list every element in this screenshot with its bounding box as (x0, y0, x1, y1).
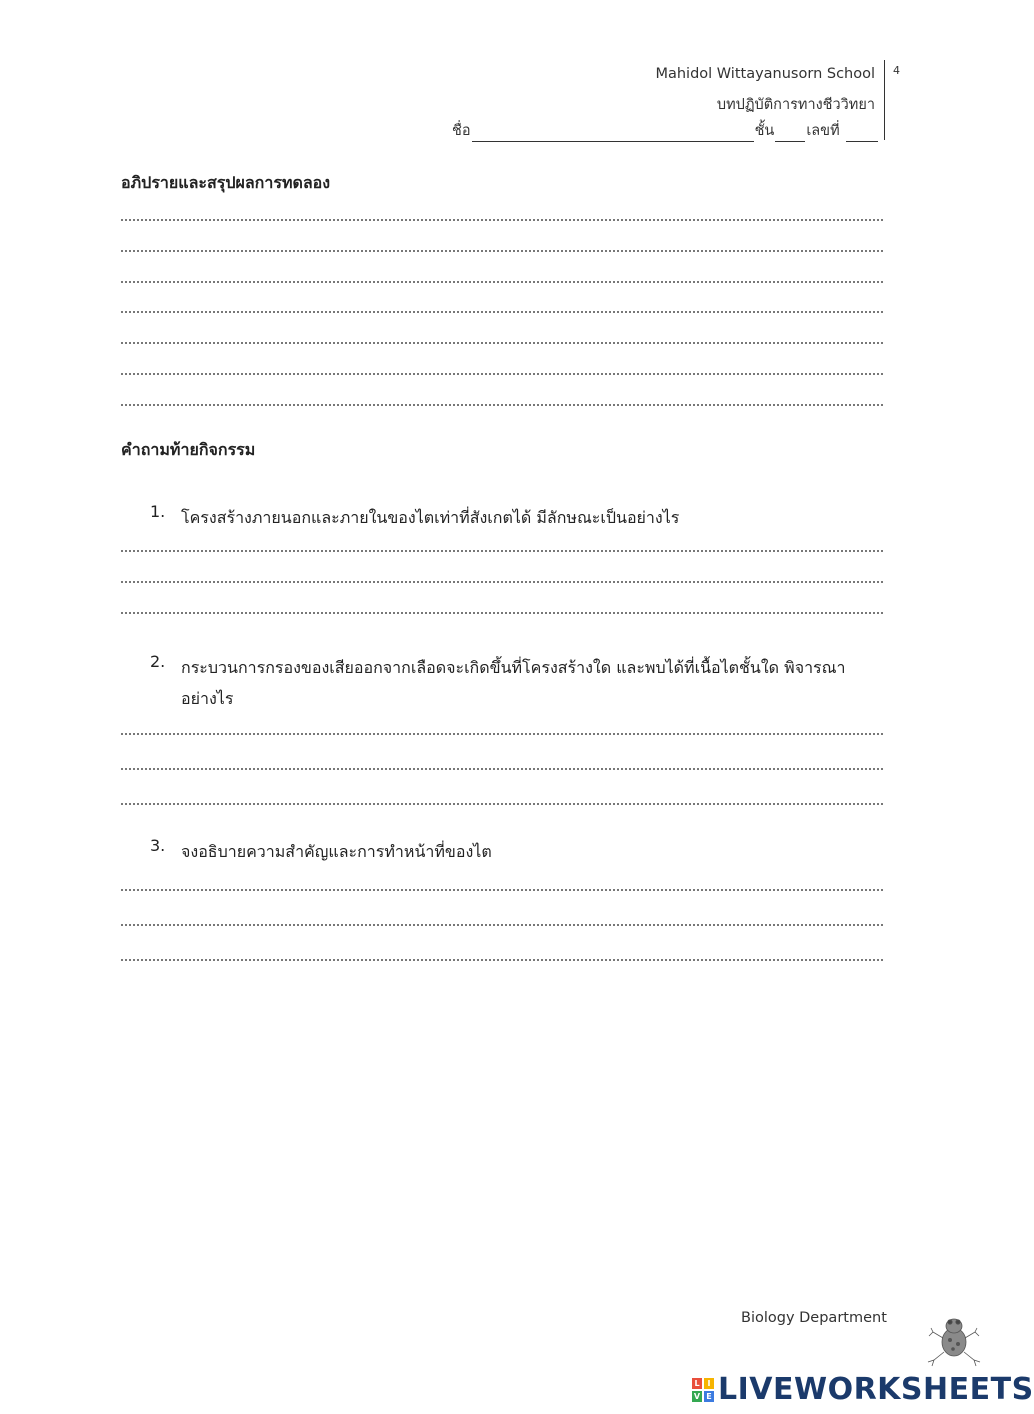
lab-title: บทปฏิบัติการทางชีววิทยา (716, 97, 875, 113)
badge-letter: L (692, 1378, 702, 1389)
question-number: 1. (150, 502, 166, 521)
class-blank[interactable] (775, 127, 805, 142)
question-2-answer-line[interactable] (121, 733, 883, 735)
question-text: โครงสร้างภายนอกและภายในของไตเท่าที่สังเกตได้ มีลักษณะเป็นอย่างไร (181, 508, 680, 527)
question-1-answer-line[interactable] (121, 550, 883, 552)
department-label: Biology Department (741, 1310, 887, 1326)
name-blank[interactable] (472, 127, 754, 142)
question-3-answer-line[interactable] (121, 959, 883, 961)
frog-icon (924, 1310, 984, 1370)
badge-letter: I (704, 1378, 714, 1389)
question-3-answer-line[interactable] (121, 924, 883, 926)
page-number: 4 (893, 64, 900, 77)
question-number: 2. (150, 652, 166, 671)
header-divider (884, 60, 885, 140)
discussion-heading: อภิปรายและสรุปผลการทดลอง (121, 173, 331, 192)
liveworksheets-badge-icon (692, 1378, 714, 1402)
liveworksheets-logo[interactable] (692, 1372, 1034, 1407)
class-label: ชั้น (754, 123, 775, 139)
question-text: กระบวนการกรองของเสียออกจากเลือดจะเกิดขึ้นที่โครงสร้างใด และพบได้ที่เนื้อไตชั้นใด พิจารณาอย่างไร (181, 658, 846, 708)
discussion-answer-line[interactable] (121, 404, 883, 406)
discussion-answer-line[interactable] (121, 373, 883, 375)
discussion-answer-line[interactable] (121, 250, 883, 252)
number-blank[interactable] (846, 127, 878, 142)
number-label: เลขที่ (806, 123, 840, 139)
question-3-answer-line[interactable] (121, 889, 883, 891)
discussion-answer-line[interactable] (121, 342, 883, 344)
question-1 (150, 502, 886, 533)
name-label: ชื่อ (452, 123, 471, 139)
question-2-answer-line[interactable] (121, 803, 883, 805)
question-3 (150, 836, 886, 867)
discussion-answer-line[interactable] (121, 311, 883, 313)
school-name: Mahidol Wittayanusorn School (655, 66, 875, 82)
question-2-answer-line[interactable] (121, 768, 883, 770)
discussion-answer-line[interactable] (121, 219, 883, 221)
badge-letter: V (693, 1391, 701, 1401)
question-text: จงอธิบายความสำคัญและการทำหน้าที่ของไต (181, 842, 492, 861)
question-2 (150, 652, 886, 714)
question-1-answer-line[interactable] (121, 612, 883, 614)
student-info-row (452, 119, 879, 142)
question-1-answer-line[interactable] (121, 581, 883, 583)
questions-heading: คำถามท้ายกิจกรรม (121, 440, 256, 459)
liveworksheets-wordmark: LIVEWORKSHEETS (718, 1372, 1034, 1407)
question-number: 3. (150, 836, 166, 855)
badge-letter: E (704, 1391, 714, 1402)
discussion-answer-line[interactable] (121, 281, 883, 283)
